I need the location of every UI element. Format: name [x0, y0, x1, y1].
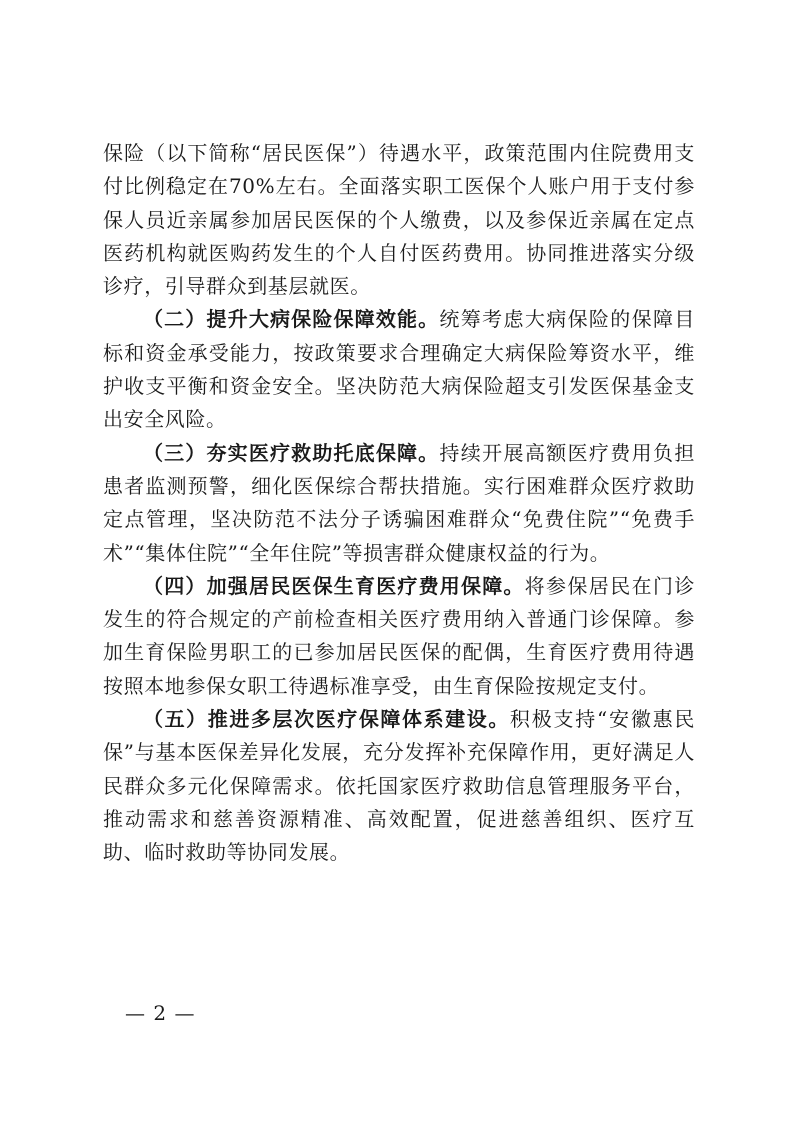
page-number: — 2 — — [125, 1001, 196, 1025]
paragraph-text: 将参保居民在门诊发生的符合规定的产前检查相关医疗费用纳入普通门诊保障。参加生育保险男职工的已参加居民医保的配偶，生育医疗费用待遇按照本地参保女职工待遇标准享受，由生育保险按规定支付。 — [103, 573, 695, 698]
paragraph-serious-illness-insurance — [103, 303, 695, 436]
section-heading: （四）加强居民医保生育医疗费用保障。 — [143, 573, 525, 598]
paragraph-continuation — [103, 137, 695, 303]
paragraph-multilevel-security — [103, 703, 695, 869]
paragraph-text: 持续开展高额医疗费用负担患者监测预警，细化医保综合帮扶措施。实行困难群众医疗救助定点管理，坚决防范不法分子诱骗困难群众“免费住院”“免费手术”“集体住院”“全年住院”等损害群众健康权益的行为。 — [103, 440, 696, 565]
section-heading: （二）提升大病保险保障效能。 — [143, 307, 440, 332]
paragraph-text: 统筹考虑大病保险的保障目标和资金承受能力，按政策要求合理确定大病保险筹资水平，维护收支平衡和资金安全。坚决防范大病保险超支引发医保基金支出安全风险。 — [103, 307, 696, 432]
section-heading: （五）推进多层次医疗保障体系建设。 — [143, 707, 510, 732]
paragraph-medical-assistance — [103, 437, 695, 570]
paragraph-text: 保险（以下简称“居民医保”）待遇水平，政策范围内住院费用支付比例稳定在70%左右。全面落实职工医保个人账户用于支付参保人员近亲属参加居民医保的个人缴费，以及参保近亲属在定点医药机构就医购药发生的个人自付医药费用。协同推进落实分级诊疗，引导群众到基层就医。 — [103, 141, 695, 299]
paragraph-maternity-coverage — [103, 570, 695, 703]
document-body — [103, 137, 695, 870]
section-heading: （三）夯实医疗救助托底保障。 — [143, 440, 440, 465]
paragraph-text: 积极支持“安徽惠民保”与基本医保差异化发展，充分发挥补充保障作用，更好满足人民群众多元化保障需求。依托国家医疗救助信息管理服务平台，推动需求和慈善资源精准、高效配置，促进慈善组织、医疗互助、临时救助等协同发展。 — [103, 707, 695, 865]
